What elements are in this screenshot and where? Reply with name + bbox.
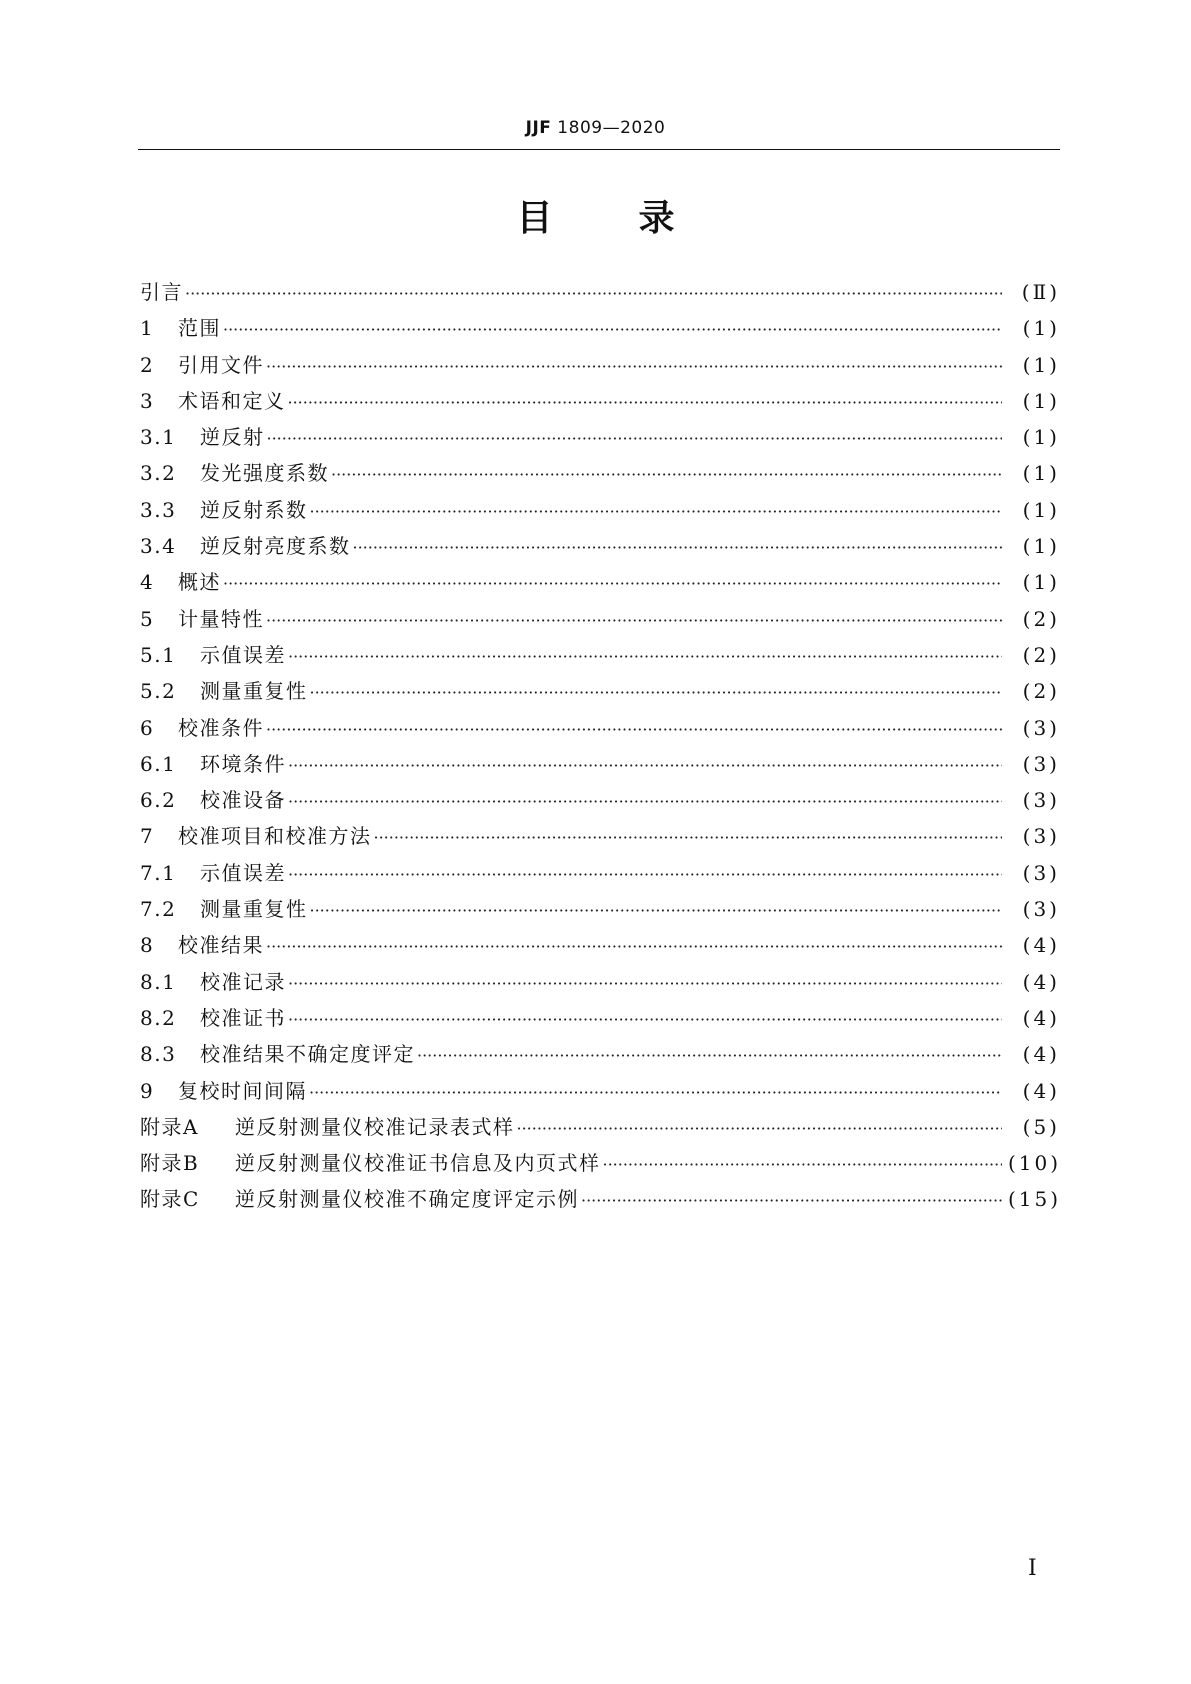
toc-leader-dots — [417, 1046, 1002, 1065]
toc-entry-title: 环境条件 — [200, 751, 286, 776]
toc-entry-title: 概述 — [178, 570, 221, 595]
title-char-1: 目 — [516, 198, 553, 239]
page-title — [0, 195, 1191, 243]
toc-entry[interactable] — [140, 784, 1060, 820]
toc-leader-dots — [310, 901, 1003, 920]
toc-leader-dots — [266, 937, 1002, 956]
toc-entry-number: 3 — [140, 388, 155, 413]
toc-entry-title: 逆反射测量仪校准不确定度评定示例 — [235, 1187, 579, 1212]
toc-entry[interactable] — [140, 603, 1060, 639]
toc-entry-page: (3) — [1022, 715, 1060, 740]
table-of-contents — [140, 276, 1060, 1220]
toc-entry-page: (2) — [1022, 606, 1060, 631]
page-number: I — [1028, 1556, 1037, 1581]
toc-entry-title: 校准证书 — [200, 1005, 286, 1030]
toc-entry[interactable] — [140, 1111, 1060, 1147]
toc-entry-title: 逆反射测量仪校准证书信息及内页式样 — [235, 1151, 601, 1176]
toc-entry-title: 示值误差 — [200, 642, 286, 667]
toc-leader-dots — [310, 683, 1003, 702]
toc-entry[interactable] — [140, 857, 1060, 893]
toc-entry-page: (1) — [1022, 534, 1060, 559]
toc-leader-dots — [288, 756, 1002, 775]
toc-entry-page: (2) — [1022, 642, 1060, 667]
toc-entry[interactable] — [140, 929, 1060, 965]
toc-entry-number: 5.2 — [140, 679, 177, 704]
toc-entry-number: 附录A — [140, 1114, 199, 1139]
toc-entry-title: 示值误差 — [200, 860, 286, 885]
toc-entry-number: 7.2 — [140, 897, 177, 922]
toc-entry-number: 6.1 — [140, 751, 177, 776]
toc-entry-title: 校准结果 — [178, 933, 264, 958]
toc-leader-dots — [267, 429, 1003, 448]
toc-entry-title: 发光强度系数 — [200, 461, 329, 486]
header-divider — [138, 149, 1060, 150]
toc-entry-title: 复校时间间隔 — [178, 1078, 307, 1103]
toc-leader-dots — [266, 357, 1002, 376]
toc-entry-title: 测量重复性 — [200, 679, 308, 704]
toc-entry-number: 7.1 — [140, 860, 177, 885]
toc-entry-title: 逆反射 — [200, 425, 265, 450]
toc-entry[interactable] — [140, 530, 1060, 566]
toc-entry-page: (3) — [1022, 788, 1060, 813]
toc-entry-number: 8 — [140, 933, 155, 958]
toc-entry-number: 3.3 — [140, 497, 177, 522]
toc-entry[interactable] — [140, 457, 1060, 493]
toc-entry-number: 7 — [140, 824, 155, 849]
toc-entry-number: 1 — [140, 316, 155, 341]
toc-entry-number: 附录B — [140, 1151, 200, 1176]
toc-entry-number: 9 — [140, 1078, 155, 1103]
toc-entry-page: (5) — [1022, 1114, 1060, 1139]
toc-entry-page: (4) — [1022, 1042, 1060, 1067]
toc-entry-page: (Ⅱ) — [1021, 280, 1060, 304]
toc-leader-dots — [288, 974, 1002, 993]
toc-entry[interactable] — [140, 712, 1060, 748]
toc-entry[interactable] — [140, 349, 1060, 385]
toc-entry-page: (1) — [1022, 570, 1060, 595]
toc-entry-title: 引言 — [140, 280, 183, 304]
toc-entry-number: 4 — [140, 570, 155, 595]
toc-entry-title: 引用文件 — [178, 352, 264, 377]
toc-leader-dots — [581, 1191, 1002, 1210]
toc-leader-dots — [266, 611, 1002, 630]
toc-entry-page: (3) — [1022, 751, 1060, 776]
toc-entry[interactable] — [140, 1038, 1060, 1074]
toc-entry[interactable] — [140, 494, 1060, 530]
toc-entry-page: (4) — [1022, 1005, 1060, 1030]
toc-entry[interactable] — [140, 639, 1060, 675]
toc-entry-page: (4) — [1022, 1078, 1060, 1103]
toc-entry[interactable] — [140, 421, 1060, 457]
toc-entry[interactable] — [140, 566, 1060, 602]
toc-leader-dots — [309, 1083, 1002, 1102]
toc-entry[interactable] — [140, 312, 1060, 348]
toc-leader-dots — [223, 574, 1002, 593]
toc-leader-dots — [603, 1155, 1003, 1174]
toc-entry[interactable] — [140, 1147, 1060, 1183]
toc-entry-number: 8.3 — [140, 1042, 177, 1067]
toc-entry-page: (15) — [1008, 1187, 1062, 1212]
toc-entry-page: (1) — [1022, 461, 1060, 486]
toc-entry-page: (1) — [1022, 497, 1060, 522]
toc-entry-title: 范围 — [178, 316, 221, 341]
toc-entry[interactable] — [140, 820, 1060, 856]
toc-entry-number: 3.4 — [140, 534, 177, 559]
toc-entry-page: (1) — [1022, 316, 1060, 341]
toc-entry[interactable] — [140, 966, 1060, 1002]
toc-entry[interactable] — [140, 748, 1060, 784]
toc-entry-number: 5 — [140, 606, 155, 631]
toc-entry-page: (3) — [1022, 897, 1060, 922]
toc-entry-number: 5.1 — [140, 642, 177, 667]
toc-entry-number: 附录C — [140, 1187, 200, 1212]
toc-leader-dots — [310, 502, 1003, 521]
toc-entry-page: (4) — [1022, 969, 1060, 994]
toc-entry-number: 2 — [140, 352, 155, 377]
document-header — [0, 118, 1191, 138]
toc-entry-title: 校准项目和校准方法 — [178, 824, 372, 849]
toc-leader-dots — [331, 465, 1002, 484]
toc-leader-dots — [266, 720, 1002, 739]
toc-leader-dots — [223, 320, 1002, 339]
toc-entry-number: 8.2 — [140, 1005, 177, 1030]
toc-entry-title: 术语和定义 — [178, 388, 286, 413]
toc-entry-page: (1) — [1022, 425, 1060, 450]
toc-entry[interactable] — [140, 1075, 1060, 1111]
toc-leader-dots — [288, 393, 1003, 412]
toc-entry-title: 校准记录 — [200, 969, 286, 994]
toc-entry-title: 校准结果不确定度评定 — [200, 1042, 415, 1067]
toc-entry-title: 校准设备 — [200, 788, 286, 813]
toc-entry-number: 8.1 — [140, 969, 177, 994]
toc-leader-dots — [288, 647, 1002, 666]
toc-leader-dots — [374, 828, 1003, 847]
toc-entry[interactable] — [140, 893, 1060, 929]
toc-entry-number: 6 — [140, 715, 155, 740]
toc-leader-dots — [288, 792, 1002, 811]
toc-entry[interactable] — [140, 276, 1060, 312]
toc-entry-title: 逆反射系数 — [200, 497, 308, 522]
toc-leader-dots — [288, 1010, 1002, 1029]
toc-entry-page: (10) — [1008, 1151, 1062, 1176]
toc-entry[interactable] — [140, 385, 1060, 421]
title-char-2: 录 — [638, 198, 675, 239]
toc-leader-dots — [288, 865, 1002, 884]
toc-entry-page: (1) — [1022, 352, 1060, 377]
toc-entry[interactable] — [140, 1002, 1060, 1038]
toc-entry-title: 逆反射测量仪校准记录表式样 — [235, 1114, 515, 1139]
toc-entry-page: (4) — [1022, 933, 1060, 958]
toc-entry[interactable] — [140, 675, 1060, 711]
toc-entry-number: 6.2 — [140, 788, 177, 813]
toc-leader-dots — [185, 284, 1002, 303]
toc-entry-title: 测量重复性 — [200, 897, 308, 922]
toc-entry[interactable] — [140, 1183, 1060, 1219]
toc-leader-dots — [353, 538, 1003, 557]
toc-leader-dots — [517, 1119, 1003, 1138]
toc-entry-title: 计量特性 — [178, 606, 264, 631]
standard-prefix: JJF — [525, 118, 552, 138]
toc-entry-number: 3.2 — [140, 461, 177, 486]
toc-entry-title: 逆反射亮度系数 — [200, 534, 351, 559]
toc-entry-title: 校准条件 — [178, 715, 264, 740]
toc-entry-page: (1) — [1022, 388, 1060, 413]
standard-number: 1809—2020 — [551, 118, 666, 138]
toc-entry-number: 3.1 — [140, 425, 177, 450]
toc-entry-page: (3) — [1022, 824, 1060, 849]
toc-entry-page: (2) — [1022, 679, 1060, 704]
toc-entry-page: (3) — [1022, 860, 1060, 885]
